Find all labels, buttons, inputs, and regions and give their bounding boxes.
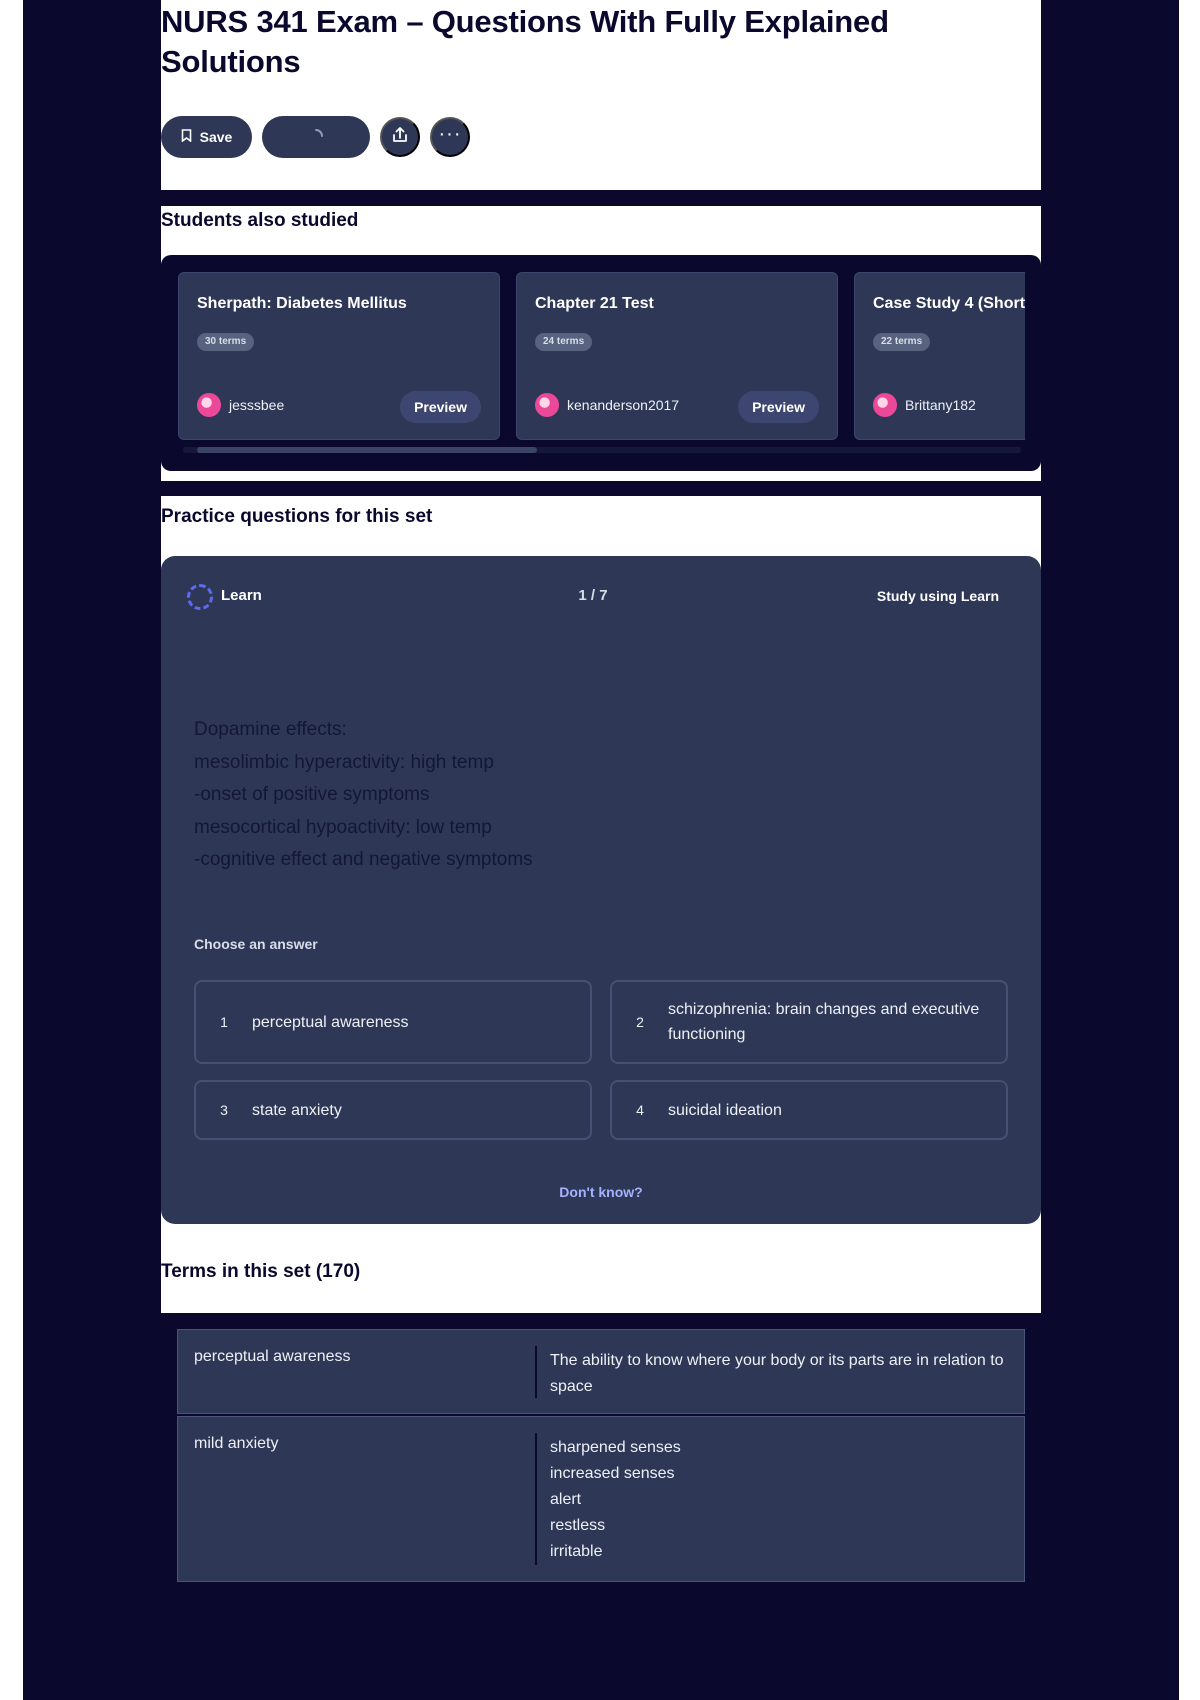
question-progress: 1 / 7 (578, 587, 608, 604)
answer-option[interactable] (194, 1080, 592, 1140)
prompt-line: mesolimbic hyperactivity: high temp (194, 751, 494, 773)
practice-section (161, 496, 1041, 1253)
answer-option[interactable] (610, 980, 1008, 1064)
study-card-user (535, 393, 679, 417)
save-button[interactable] (161, 116, 252, 158)
prompt-line: -cognitive effect and negative symptoms (194, 849, 533, 870)
action-bar (161, 116, 470, 158)
option-number: 2 (636, 1014, 644, 1030)
avatar (197, 393, 221, 417)
terms-heading: Terms in this set (170) (161, 1261, 361, 1282)
study-card[interactable] (854, 272, 1025, 440)
study-card-title: Chapter 21 Test (535, 295, 654, 312)
also-studied-heading: Students also studied (161, 210, 359, 231)
username: Brittany182 (905, 397, 976, 413)
learn-question-card (161, 556, 1041, 1224)
username: kenanderson2017 (567, 397, 680, 413)
study-card-title: Sherpath: Diabetes Mellitus (197, 295, 407, 312)
also-studied-section (161, 206, 1041, 481)
terms-badge: 30 terms (197, 333, 254, 351)
option-number: 3 (220, 1102, 228, 1118)
study-card-user (197, 393, 284, 417)
set-header (161, 0, 1041, 190)
definition-text: The ability to know where your body or its parts are in relation to space (550, 1352, 1004, 1395)
term-divider (535, 1433, 537, 1565)
ellipsis-icon: ··· (438, 122, 462, 145)
option-text: schizophrenia: brain changes and executive functioning (668, 1001, 980, 1043)
also-studied-carousel (161, 255, 1041, 471)
username: jesssbee (229, 397, 285, 413)
option-text: state anxiety (252, 1101, 342, 1119)
dont-know-link[interactable]: Don't know? (559, 1184, 643, 1200)
page-title: NURS 341 Exam – Questions With Fully Explained Solutions (161, 4, 889, 79)
option-number: 1 (220, 1014, 228, 1030)
terms-list (161, 1313, 1041, 1700)
loading-button[interactable] (262, 116, 370, 158)
answer-option[interactable] (610, 1080, 1008, 1140)
term-row (177, 1329, 1025, 1414)
definition-text: sharpened senses increased senses alert restless irritable (550, 1439, 681, 1560)
prompt-line: mesocortical hypoactivity: low temp (194, 816, 492, 838)
study-card-user (873, 393, 976, 417)
study-card[interactable] (516, 272, 838, 440)
preview-button[interactable]: Preview (400, 391, 481, 423)
prompt-line: -onset of positive symptoms (194, 784, 430, 805)
option-text: suicidal ideation (668, 1101, 782, 1119)
terms-badge: 24 terms (535, 333, 592, 351)
prompt-line: Dopamine effects: (194, 719, 347, 740)
term-text: perceptual awareness (194, 1348, 351, 1365)
carousel-clip (854, 272, 1025, 440)
terms-section (161, 1253, 1041, 1313)
bookmark-icon (181, 129, 192, 145)
carousel-scrollbar[interactable] (183, 447, 1021, 453)
practice-heading: Practice questions for this set (161, 506, 433, 527)
question-prompt (194, 714, 533, 877)
option-number: 4 (636, 1102, 644, 1118)
share-button[interactable] (380, 117, 420, 157)
study-using-learn-link[interactable]: Study using Learn (876, 588, 999, 604)
option-text: perceptual awareness (252, 1013, 409, 1031)
more-options-button[interactable] (430, 117, 470, 157)
choose-answer-label: Choose an answer (194, 936, 318, 952)
share-icon (391, 126, 409, 149)
spinner-icon (308, 128, 324, 147)
term-divider (535, 1346, 537, 1398)
term-row (177, 1416, 1025, 1582)
learn-header (187, 584, 999, 610)
answer-option[interactable] (194, 980, 592, 1064)
study-card-title: Case Study 4 (Short (873, 295, 1025, 312)
learn-label: Learn (221, 587, 262, 604)
terms-badge: 22 terms (873, 333, 930, 351)
save-label: Save (199, 129, 233, 145)
preview-button[interactable]: Preview (738, 391, 819, 423)
avatar (535, 393, 559, 417)
term-text: mild anxiety (194, 1435, 279, 1452)
scrollbar-thumb[interactable] (197, 447, 537, 453)
study-card[interactable] (178, 272, 500, 440)
avatar (873, 393, 897, 417)
